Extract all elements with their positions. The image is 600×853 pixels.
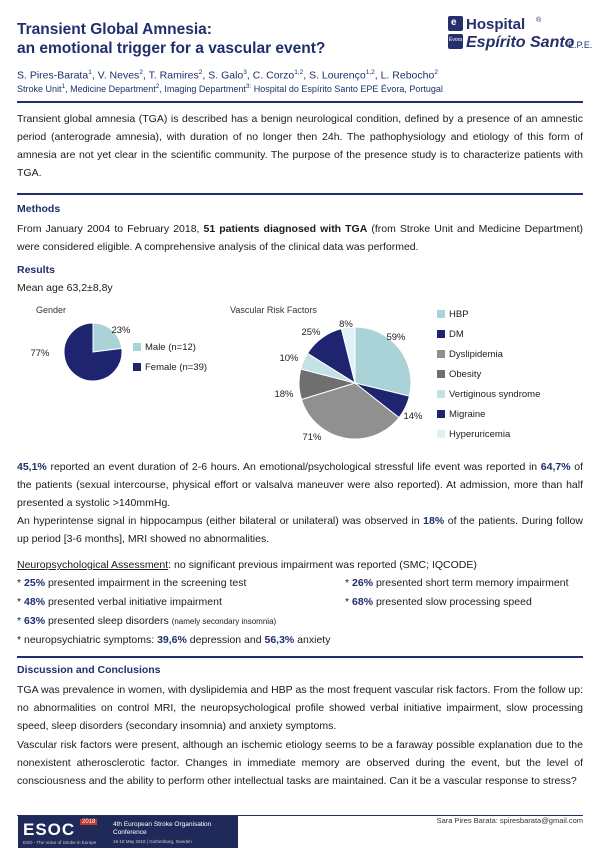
vrf-legend-label: DM: [449, 328, 464, 340]
divider: [17, 656, 583, 658]
logo-espirito-santo: Espírito Santo: [466, 34, 575, 51]
vrf-value-label: 14%: [403, 411, 423, 422]
vrf-legend-label: Hyperuricemia: [449, 428, 511, 440]
vrf-legend-label: HBP: [449, 308, 469, 320]
logo-epe: E.P.E.: [568, 40, 593, 50]
vrf-legend-label: Dyslipidemia: [449, 348, 503, 360]
vrf-legend-label: Obesity: [449, 368, 482, 380]
gender-legend-item: [133, 357, 207, 377]
discussion-paragraph-2: Vascular risk factors were present, although an ischemic etiology seems to be a faraway possible explanation due to the nonexistent atherosclerotic factor. Changes in immediate memory are observed during the event, but the level of consciousness and the ability to perform other intellectual tasks are maintained. Can it be a vascular response to stress?: [17, 739, 583, 787]
gender-legend-swatch: [133, 363, 141, 371]
affil-3: , Imaging Department: [159, 84, 246, 94]
vrf-legend-item: [437, 344, 540, 364]
patients-count: 51 patients diagnosed with TGA: [203, 223, 368, 235]
neuro-item-2: * 26% presented short term memory impairment: [345, 577, 569, 589]
neuro-item-5: * 63% presented sleep disorders (namely secondary insomnia): [17, 615, 277, 627]
mean-age: Mean age 63,2±8,8y: [17, 282, 113, 294]
vrf-legend-swatch: [437, 310, 445, 318]
vrf-chart-title: Vascular Risk Factors: [230, 305, 317, 315]
gender-legend-label: Male (n=12): [145, 341, 196, 353]
authors: S. Pires-Barata$^1$, V. Neves$^2$, T. Ramires$^2$, S. Galo$^3$, C. Corzo$^{1,2}$, S. Lourenço$^{1,2}$, L. Rebocho$^2$: [17, 69, 438, 82]
gender-value-label: 77%: [30, 348, 50, 359]
gender-chart-title: Gender: [36, 305, 67, 315]
vrf-legend-item: [437, 364, 540, 384]
logo-mark-icon: e: [448, 16, 463, 31]
logo-hospital: Hospital: [466, 16, 526, 33]
author-name: S. Pires-Barata: [17, 69, 89, 82]
vrf-legend-swatch: [437, 370, 445, 378]
logo-badge: Évora: [448, 34, 463, 49]
vrf-legend-item: [437, 404, 540, 424]
vrf-legend-label: Migraine: [449, 408, 486, 420]
gender-legend-swatch: [133, 343, 141, 351]
affiliations: Stroke Unit$^1$, Medicine Department$^2$, Imaging Department$^{3:}$ Hospital do Espírito Santo EPE Évora, Portugal: [17, 83, 443, 94]
gender-value-label: 23%: [111, 325, 131, 336]
vrf-value-label: 25%: [301, 327, 321, 338]
author-name: C. Corzo: [252, 69, 295, 82]
author-name: S. Galo: [208, 69, 244, 82]
esoc-logo: ESOC: [23, 820, 76, 839]
poster-title: [17, 20, 325, 58]
esoc-dates: 16-18 May 2018 | Gothenburg, Sweden: [113, 839, 192, 844]
vrf-legend-swatch: [437, 350, 445, 358]
neuro-item-6: * neuropsychiatric symptoms: 39,6% depression and 56,3% anxiety: [17, 634, 331, 646]
vrf-legend-label: Vertiginous syndrome: [449, 388, 541, 400]
intro-paragraph: Transient global amnesia (TGA) is described has a benign neurological condition, defined by a presence of an amnestic period (anterograde amnesia), with duration of no longer then 24h. The pathophysiology and etiology of this form of amnesia are not yet clear in the scientific community. The purpose of the presence study is to characterize patients with TGA.: [17, 113, 583, 179]
methods-heading: Methods: [17, 203, 61, 215]
vrf-value-label: 8%: [339, 319, 353, 330]
author-name: V. Neves: [97, 69, 140, 82]
findings-paragraph-1: 45,1% reported an event duration of 2-6 hours. An emotional/psychological stressful life event was reported in 64,7% of the patients (sexual intercourse, physical effort or valsalva maneuver were also reported). At admission, more than half presented a systolic >140mmHg.: [17, 461, 583, 509]
author-name: S. Lourenço: [309, 69, 366, 82]
author-name: T. Ramires: [148, 69, 199, 82]
gender-legend-item: [133, 337, 207, 357]
vrf-value-label: 10%: [279, 353, 299, 364]
vrf-legend-swatch: [437, 390, 445, 398]
neuro-item-1: * 25% presented impairment in the screening test: [17, 577, 247, 589]
methods-paragraph: From January 2004 to February 2018, 51 patients diagnosed with TGA (from Stroke Unit and Medicine Department) were considered eligible. A comprehensive analysis of the clinical data was performed.: [17, 223, 583, 253]
discussion-paragraph-1: TGA was prevalence in women, with dyslipidemia and HBP as the most frequent vascular risk factors. From the follow up: no abnormalities on control MRI, the neuropsychological profile showed verbal initiative impairment, slow processing speed, sleep disorders (secondary insomnia) and anxiety symptoms.: [17, 684, 583, 732]
neuro-heading: Neuropsychological Assessment: no significant previous impairment was reported (SMC; IQCODE): [17, 559, 477, 571]
gender-legend-label: Female (n=39): [145, 361, 208, 373]
vrf-legend-swatch: [437, 410, 445, 418]
hospital-logo: [448, 14, 593, 58]
discussion-heading: Discussion and Conclusions: [17, 664, 161, 676]
esoc-tagline: ESO - The Voice of Stroke in Europe: [23, 840, 97, 845]
title-line-2: an emotional trigger for a vascular event?: [17, 40, 326, 57]
divider: [17, 193, 583, 195]
title-line-1: Transient Global Amnesia:: [17, 21, 212, 38]
vrf-value-label: 18%: [274, 389, 294, 400]
gender-legend: [133, 337, 207, 377]
logo-registered: ®: [536, 17, 542, 24]
vrf-legend-item: [437, 424, 540, 444]
esoc-year: 2018: [82, 819, 96, 825]
vrf-legend-swatch: [437, 430, 445, 438]
vrf-legend-item: [437, 384, 540, 404]
divider: [17, 101, 583, 103]
vrf-value-label: 59%: [386, 332, 406, 343]
vrf-legend: [437, 304, 540, 444]
vrf-legend-item: [437, 304, 540, 324]
vrf-legend-item: [437, 324, 540, 344]
results-heading: Results: [17, 264, 55, 276]
contact-email: Sara Pires Barata: spiresbarata@gmail.com: [436, 816, 583, 825]
author-name: L. Rebocho: [380, 69, 435, 82]
affil-1: Stroke Unit: [17, 84, 62, 94]
vrf-value-label: 71%: [302, 432, 322, 443]
affil-4: Hospital do Espírito Santo EPE Évora, Portugal: [251, 84, 443, 94]
esoc-banner: [18, 816, 238, 848]
esoc-conference: 4th European Stroke Organisation Conference: [113, 821, 212, 836]
findings-paragraph-2: An hyperintense signal in hippocampus (either bilateral or unilateral) was observed in 18% of the patients. During follow up period [3-6 months], MRI showed no abnormalities.: [17, 515, 583, 545]
affil-2: , Medicine Department: [65, 84, 156, 94]
neuro-item-4: * 68% presented slow processing speed: [345, 596, 532, 608]
neuro-item-3: * 48% presented verbal initiative impairment: [17, 596, 222, 608]
vrf-legend-swatch: [437, 330, 445, 338]
